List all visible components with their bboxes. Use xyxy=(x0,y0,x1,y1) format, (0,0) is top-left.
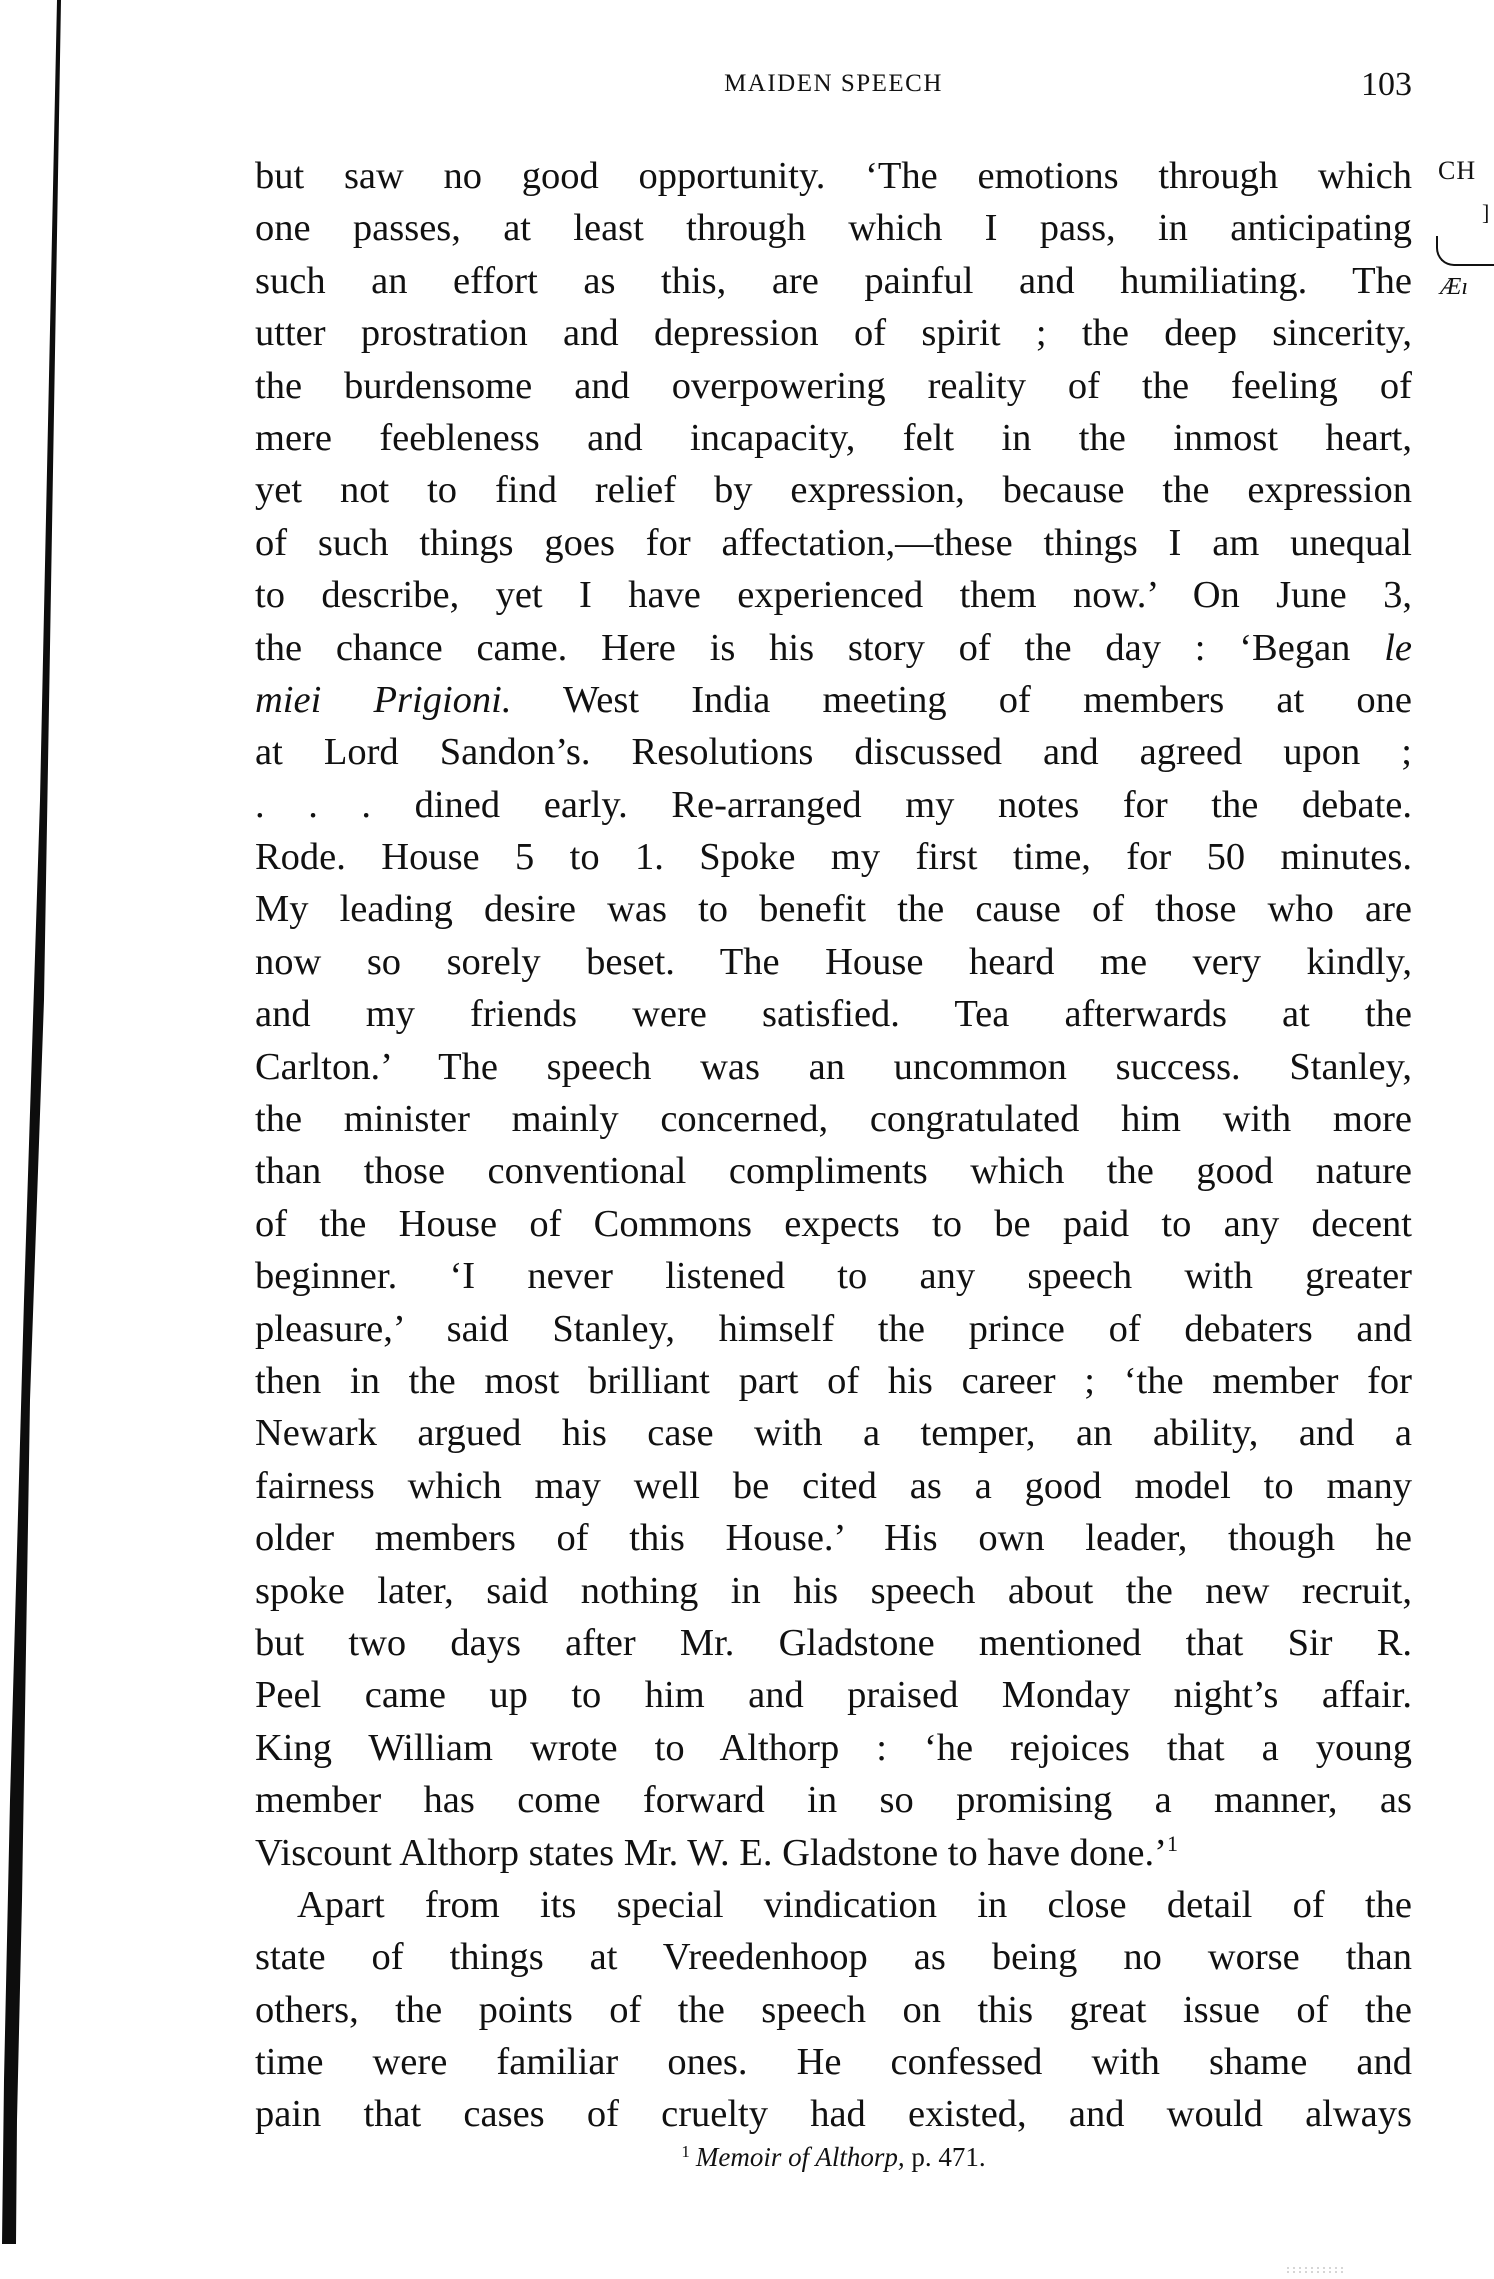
text-line: the minister mainly concerned, congratulated him with more xyxy=(255,1098,1412,1141)
text-line: Rode. House 5 to 1. Spoke my first time, for 50 minutes. xyxy=(255,836,1412,879)
text-line: but saw no good opportunity. ‘The emotions through which xyxy=(255,155,1412,197)
text-line: . . . dined early. Re-arranged my notes for the debate. xyxy=(255,783,1412,826)
text-line: but two days after Mr. Gladstone mentioned that Sir R. xyxy=(255,1621,1412,1664)
scan-edge-line xyxy=(0,0,70,2279)
body-text xyxy=(255,150,1412,2141)
text-line: at Lord Sandon’s. Resolutions discussed and agreed upon ; xyxy=(255,731,1412,774)
footnote-page-ref: p. 471. xyxy=(904,2142,986,2172)
text-line: member has come forward in so promising a manner, as xyxy=(255,1779,1412,1822)
text-line: beginner. ‘I never listened to any speech with greater xyxy=(255,1255,1412,1298)
text-line: time were familiar ones. He confessed with shame and xyxy=(255,2041,1412,2084)
footnote xyxy=(255,2142,1412,2173)
text-line: the burdensome and overpowering reality of the feeling of xyxy=(255,364,1412,407)
text-line: others, the points of the speech on this great issue of the xyxy=(255,1988,1412,2031)
footnote-reference[interactable]: 1 xyxy=(1166,1830,1178,1856)
text-line: one passes, at least through which I pass, in anticipating xyxy=(255,207,1412,250)
text-line: of the House of Commons expects to be paid to any decent xyxy=(255,1202,1412,1245)
running-head xyxy=(255,66,1412,110)
margin-brace-icon xyxy=(1436,236,1494,266)
text-line: pain that cases of cruelty had existed, and would always xyxy=(255,2093,1412,2136)
text-line: pleasure,’ said Stanley, himself the prince of debaters and xyxy=(255,1307,1412,1350)
text-line: to describe, yet I have experienced them now.’ On June 3, xyxy=(255,574,1412,617)
text-line: fairness which may well be cited as a good model to many xyxy=(255,1464,1412,1507)
text-segment: Viscount Althorp states Mr. W. E. Gladstone to have done.’ xyxy=(255,1831,1167,1874)
text-segment: West India meeting of members at one xyxy=(511,678,1413,721)
text-line xyxy=(255,674,1412,726)
text-line: Peel came up to him and praised Monday night’s affair. xyxy=(255,1674,1412,1717)
scan-noise xyxy=(1285,2266,1345,2274)
text-line: My leading desire was to benefit the cause of those who are xyxy=(255,888,1412,931)
text-line: Carlton.’ The speech was an uncommon success. Stanley, xyxy=(255,1045,1412,1088)
text-line: spoke later, said nothing in his speech about the new recruit, xyxy=(255,1569,1412,1612)
italic-segment: miei Prigioni. xyxy=(255,678,512,721)
text-line: older members of this House.’ His own leader, though he xyxy=(255,1517,1412,1560)
italic-segment: le xyxy=(1384,626,1412,669)
text-line-paragraph-end xyxy=(255,1827,1412,1879)
text-line: mere feebleness and incapacity, felt in the inmost heart, xyxy=(255,416,1412,459)
text-line: and my friends were satisfied. Tea afterwards at the xyxy=(255,993,1412,1036)
footnote-marker: 1 xyxy=(681,2142,690,2161)
text-line-paragraph-start: Apart from its special vindication in close detail of the xyxy=(297,1883,1412,1926)
text-line: then in the most brilliant part of his career ; ‘the member for xyxy=(255,1359,1412,1402)
running-title: MAIDEN SPEECH xyxy=(724,70,943,97)
text-segment: the chance came. Here is his story of the day : ‘Began xyxy=(255,626,1385,669)
margin-mark-age: Æı xyxy=(1440,274,1469,300)
text-line: utter prostration and depression of spirit ; the deep sincerity, xyxy=(255,312,1412,355)
page-number: 103 xyxy=(1361,66,1412,103)
text-line: King William wrote to Althorp : ‘he rejoices that a young xyxy=(255,1726,1412,1769)
margin-mark-chapter: CH xyxy=(1438,156,1477,185)
text-line: state of things at Vreedenhoop as being no worse than xyxy=(255,1936,1412,1979)
text-line: yet not to find relief by expression, because the expression xyxy=(255,469,1412,512)
footnote-source-title: Memoir of Althorp, xyxy=(695,2142,905,2172)
text-line: now so sorely beset. The House heard me very kindly, xyxy=(255,940,1412,983)
text-line: of such things goes for affectation,—these things I am unequal xyxy=(255,521,1412,564)
text-line: such an effort as this, are painful and humiliating. The xyxy=(255,259,1412,302)
margin-mark-bracket: ] xyxy=(1482,200,1490,225)
text-line: Newark argued his case with a temper, an ability, and a xyxy=(255,1412,1412,1455)
text-line: than those conventional compliments which the good nature xyxy=(255,1150,1412,1193)
text-line xyxy=(255,622,1412,674)
